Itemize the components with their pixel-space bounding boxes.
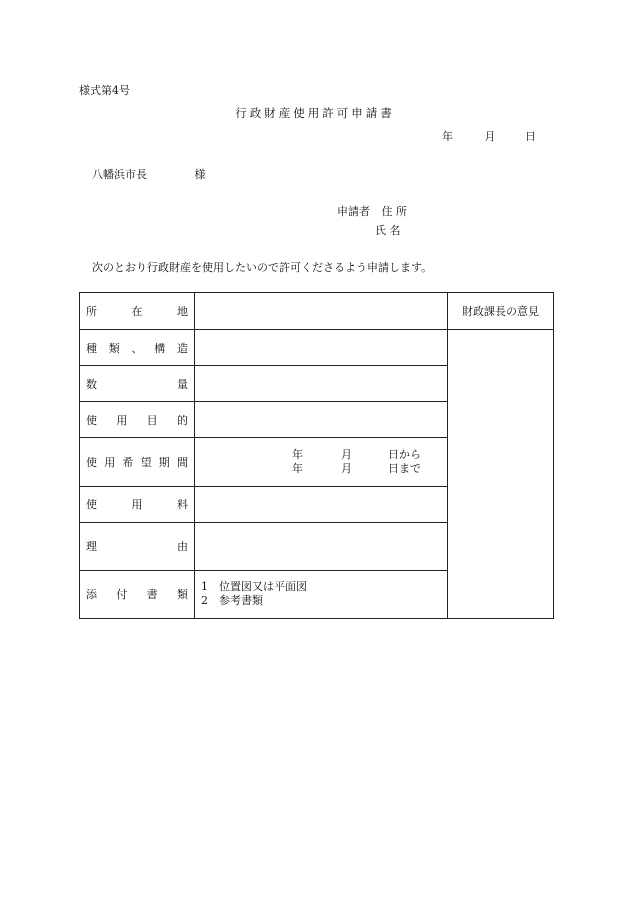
addressee bbox=[92, 166, 206, 182]
addressee-honorific: 様 bbox=[194, 168, 206, 181]
intro-text: 次のとおり行政財産を使用したいので許可くださるよう申請します。 bbox=[92, 261, 433, 274]
row-label-char: 料 bbox=[177, 498, 188, 512]
row-label-char: 添 bbox=[86, 588, 97, 602]
row-label-char: 使 bbox=[86, 413, 97, 427]
period-start-suffix: 日から bbox=[388, 448, 421, 461]
row-label-char: 用 bbox=[131, 498, 143, 512]
date-month: 月 bbox=[484, 130, 496, 143]
row-label-purpose bbox=[80, 402, 195, 438]
row-label-char: 地 bbox=[177, 305, 188, 319]
quantity-field[interactable] bbox=[195, 366, 448, 402]
row-label-reason bbox=[80, 522, 195, 570]
location-field[interactable] bbox=[195, 293, 448, 330]
addressee-name: 八幡浜市長 bbox=[92, 168, 147, 181]
period-end-suffix: 日まで bbox=[388, 462, 421, 475]
application-table bbox=[79, 292, 554, 619]
row-label-fee bbox=[80, 486, 195, 522]
row-label-char: 用 bbox=[116, 413, 128, 427]
applicant-label: 申請者 bbox=[337, 205, 370, 218]
date-day: 日 bbox=[525, 130, 536, 143]
row-label-char: 書 bbox=[146, 588, 158, 602]
period-start-year: 年 bbox=[292, 448, 303, 461]
row-label-quantity bbox=[80, 366, 195, 402]
purpose-field[interactable] bbox=[195, 402, 448, 438]
row-label-char: 在 bbox=[131, 305, 143, 319]
row-label-char: 付 bbox=[116, 588, 128, 602]
applicant-name-label: 氏 名 bbox=[375, 224, 401, 237]
row-label-char: 用 bbox=[104, 456, 116, 469]
applicant-name-line bbox=[367, 222, 401, 238]
period-end-month: 月 bbox=[341, 462, 352, 475]
row-label-period bbox=[80, 438, 195, 486]
opinion-header: 財政課長の意見 bbox=[448, 293, 554, 330]
period-start bbox=[292, 448, 447, 462]
row-label-attachments bbox=[80, 570, 195, 618]
attachment-item: 2 参考書類 bbox=[201, 594, 263, 608]
row-label-type-structure bbox=[80, 330, 195, 366]
document-title: 行政財産使用許可申請書 bbox=[235, 106, 395, 120]
attachment-item: 1 位置図又は平面図 bbox=[201, 580, 307, 594]
applicant-address-line bbox=[337, 203, 407, 219]
row-label-char: 類 bbox=[108, 341, 120, 355]
period-end bbox=[292, 462, 447, 476]
table-row bbox=[80, 293, 554, 330]
row-label-char: 望 bbox=[140, 456, 152, 469]
date-year: 年 bbox=[442, 130, 453, 143]
row-label-char: 所 bbox=[86, 305, 97, 319]
period-field[interactable] bbox=[195, 438, 448, 486]
period-end-year: 年 bbox=[292, 462, 303, 475]
row-label-char: 由 bbox=[177, 540, 188, 554]
row-label-char: 間 bbox=[176, 456, 188, 469]
row-label-char: 使 bbox=[86, 498, 97, 512]
reason-field[interactable] bbox=[195, 522, 448, 570]
form-number: 様式第4号 bbox=[79, 84, 130, 97]
row-label-char: 期 bbox=[158, 456, 170, 469]
attachments-field[interactable] bbox=[195, 570, 448, 618]
row-label-char: 種 bbox=[86, 341, 97, 355]
row-label-char: 量 bbox=[177, 377, 188, 391]
row-label-location bbox=[80, 293, 195, 330]
row-label-char: 目 bbox=[146, 413, 158, 427]
table-row bbox=[80, 330, 554, 366]
applicant-address-label: 住 所 bbox=[381, 205, 407, 218]
period-start-month: 月 bbox=[341, 448, 352, 461]
row-label-char: 造 bbox=[177, 341, 188, 355]
row-label-char: 類 bbox=[176, 588, 188, 602]
row-label-char: 数 bbox=[86, 377, 97, 391]
fee-field[interactable] bbox=[195, 486, 448, 522]
row-label-char: 構 bbox=[154, 341, 166, 355]
row-label-char: 的 bbox=[176, 413, 188, 427]
date-line bbox=[442, 128, 536, 144]
row-label-char: 、 bbox=[131, 341, 143, 355]
type-structure-field[interactable] bbox=[195, 330, 448, 366]
row-label-char: 希 bbox=[122, 456, 134, 469]
row-label-char: 理 bbox=[86, 540, 97, 554]
opinion-field[interactable] bbox=[448, 330, 554, 619]
row-label-char: 使 bbox=[86, 456, 97, 469]
